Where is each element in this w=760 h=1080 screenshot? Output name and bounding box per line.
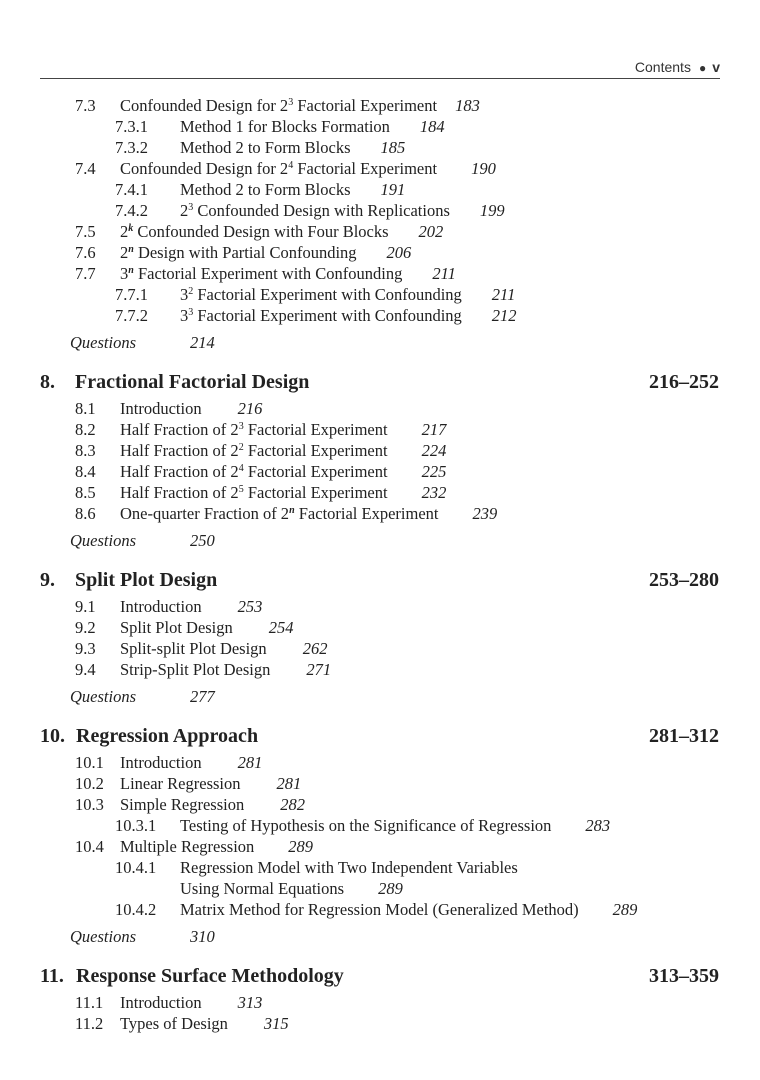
entry-title: Linear Regression 281	[120, 774, 302, 793]
chapter-page-range: 253–280	[649, 569, 719, 591]
questions-label: Questions	[70, 531, 136, 550]
entry-number: 10.3	[75, 795, 104, 814]
entry-title: Types of Design 315	[120, 1014, 289, 1033]
entry-title: $3^2$ Factorial Experiment with Confounding 211	[180, 285, 516, 304]
chapter-number: 10.	[40, 725, 65, 747]
entry-number: 7.3.1	[115, 117, 148, 136]
toc-entry-7-6[interactable]	[0, 242, 760, 263]
chapter-page-range: 281–312	[649, 725, 719, 747]
entry-page: 283	[585, 816, 611, 835]
toc-entry-11-1[interactable]	[0, 992, 760, 1013]
chapter-title: Split Plot Design	[75, 569, 218, 591]
entry-number: 10.4.2	[115, 900, 157, 919]
entry-page: 313	[237, 993, 263, 1012]
entry-number: 7.4	[75, 159, 96, 178]
entry-number: 10.3.1	[115, 816, 157, 835]
toc-entry-9-3[interactable]	[0, 638, 760, 659]
entry-number: 10.4	[75, 837, 104, 856]
entry-title: Introduction 281	[120, 753, 263, 772]
entry-title: Testing of Hypothesis on the Significance of Regression 283	[180, 816, 611, 835]
entry-number: 7.6	[75, 243, 96, 262]
questions-entry-9[interactable]	[0, 686, 760, 707]
entry-page: 211	[432, 264, 456, 283]
entry-page: 224	[421, 441, 447, 460]
entry-title: Method 1 for Blocks Formation 184	[180, 117, 445, 136]
entry-page: 281	[237, 753, 263, 772]
entry-number: 8.2	[75, 420, 96, 439]
questions-label: Questions	[70, 927, 136, 946]
questions-entry-8[interactable]	[0, 530, 760, 551]
header-section: Contents	[634, 59, 691, 75]
entry-title: Half Fraction of $2^5$ Factorial Experiment 232	[120, 483, 447, 502]
chapter-8-heading[interactable]	[0, 369, 760, 395]
entry-title: Half Fraction of $2^4$ Factorial Experiment 225	[120, 462, 447, 481]
entry-number: 7.3	[75, 96, 96, 115]
entry-title: Method 2 to Form Blocks 185	[180, 138, 406, 157]
entry-page: 282	[280, 795, 305, 814]
toc-entry-7-7[interactable]	[0, 263, 760, 284]
chapter-title: Fractional Factorial Design	[75, 371, 310, 393]
entry-number: 9.2	[75, 618, 96, 637]
entry-title: Confounded Design for $2^3$ Factorial Experiment 183	[120, 96, 480, 115]
entry-page: 281	[276, 774, 302, 793]
entry-number: 10.1	[75, 753, 104, 772]
toc-entry-10-1[interactable]	[0, 752, 760, 773]
toc-entry-9-2[interactable]	[0, 617, 760, 638]
toc-entry-7-4-2[interactable]	[0, 200, 760, 221]
toc-entry-10-4[interactable]	[0, 836, 760, 857]
toc-entry-8-2[interactable]	[0, 419, 760, 440]
toc-entry-8-5[interactable]	[0, 482, 760, 503]
entry-page: 289	[288, 837, 314, 856]
entry-number: 9.4	[75, 660, 96, 679]
entry-title: Multiple Regression 289	[120, 837, 314, 856]
entry-title: Half Fraction of $2^3$ Factorial Experiment 217	[120, 420, 447, 439]
toc-entry-7-3[interactable]	[0, 95, 760, 116]
entry-title: Method 2 to Form Blocks 191	[180, 180, 406, 199]
toc-entry-8-3[interactable]	[0, 440, 760, 461]
entry-title: Half Fraction of $2^2$ Factorial Experiment 224	[120, 441, 447, 460]
entry-number: 7.7.1	[115, 285, 148, 304]
entry-title: Introduction 216	[120, 399, 263, 418]
questions-page: 250	[190, 531, 215, 550]
entry-page: 212	[491, 306, 517, 325]
entry-number: 9.3	[75, 639, 96, 658]
entry-number: 7.4.2	[115, 201, 148, 220]
toc-entry-10-2[interactable]	[0, 773, 760, 794]
entry-page: 253	[237, 597, 263, 616]
entry-page: 211	[491, 285, 516, 304]
running-header	[40, 58, 720, 79]
chapter-page-range: 216–252	[649, 371, 719, 393]
entry-page: 239	[472, 504, 498, 523]
toc-entry-8-4[interactable]	[0, 461, 760, 482]
toc-entry-7-5[interactable]	[0, 221, 760, 242]
entry-title: Regression Model with Two Independent Variables	[180, 858, 518, 877]
entry-number: 8.4	[75, 462, 96, 481]
entry-page: 202	[418, 222, 444, 241]
entry-number: 8.1	[75, 399, 96, 418]
entry-number: 7.7	[75, 264, 96, 283]
entry-title: Strip-Split Plot Design 271	[120, 660, 332, 679]
entry-number: 8.5	[75, 483, 96, 502]
entry-page: 199	[479, 201, 505, 220]
entry-page: 184	[419, 117, 445, 136]
entry-title: Introduction 313	[120, 993, 263, 1012]
questions-page: 277	[190, 687, 215, 706]
entry-title: $3^3$ Factorial Experiment with Confounding 212	[180, 306, 517, 325]
chapter-11-heading[interactable]	[0, 963, 760, 989]
questions-label: Questions	[70, 333, 136, 352]
header-page-number: v	[712, 59, 720, 75]
questions-page: 310	[190, 927, 215, 946]
entry-page: 225	[421, 462, 447, 481]
entry-page: 289	[378, 879, 403, 898]
entry-page: 217	[421, 420, 447, 439]
entry-page: 190	[471, 159, 496, 178]
entry-page: 271	[306, 660, 332, 679]
entry-page: 185	[380, 138, 406, 157]
entry-page: 254	[268, 618, 294, 637]
entry-number: 11.2	[75, 1014, 104, 1033]
entry-page: 262	[302, 639, 328, 658]
toc-entry-7-3-1[interactable]	[0, 116, 760, 137]
entry-title-continued: Using Normal Equations 289	[180, 879, 403, 898]
questions-entry-7[interactable]	[0, 332, 760, 353]
entry-title: Simple Regression 282	[120, 795, 305, 814]
toc-entry-10-3[interactable]	[0, 794, 760, 815]
toc-entry-10-4-1[interactable]	[0, 857, 760, 878]
toc-entry-9-1[interactable]	[0, 596, 760, 617]
toc-entry-10-3-1[interactable]	[0, 815, 760, 836]
questions-label: Questions	[70, 687, 136, 706]
entry-title: 2$^k$ Confounded Design with Four Blocks 202	[120, 222, 444, 241]
chapter-number: 8.	[40, 371, 55, 393]
toc-entry-8-1[interactable]	[0, 398, 760, 419]
entry-number: 9.1	[75, 597, 96, 616]
toc-entry-9-4[interactable]	[0, 659, 760, 680]
entry-number: 10.4.1	[115, 858, 157, 877]
header-text	[635, 59, 720, 75]
entry-title: 2$^n$ Design with Partial Confounding 206	[120, 243, 412, 262]
toc-entry-8-6[interactable]	[0, 503, 760, 524]
entry-number: 7.3.2	[115, 138, 148, 157]
entry-title: $2^3$ Confounded Design with Replications 199	[180, 201, 505, 220]
entry-title: Confounded Design for $2^4$ Factorial Experiment 190	[120, 159, 496, 178]
toc-entry-7-7-1[interactable]	[0, 284, 760, 305]
entry-number: 8.6	[75, 504, 96, 523]
chapter-9-heading[interactable]	[0, 567, 760, 593]
entry-page: 216	[237, 399, 263, 418]
entry-number: 7.7.2	[115, 306, 148, 325]
entry-title: 3$^n$ Factorial Experiment with Confounding 211	[120, 264, 456, 283]
questions-page: 214	[190, 333, 215, 352]
entry-page: 232	[421, 483, 447, 502]
toc-entry-10-4-2[interactable]	[0, 899, 760, 920]
chapter-number: 11.	[40, 965, 64, 987]
chapter-title: Response Surface Methodology	[76, 965, 344, 987]
entry-title: One-quarter Fraction of 2$^n$ Factorial Experiment 239	[120, 504, 498, 523]
entry-number: 8.3	[75, 441, 96, 460]
entry-title: Split Plot Design 254	[120, 618, 294, 637]
questions-entry-10[interactable]	[0, 926, 760, 947]
entry-title: Matrix Method for Regression Model (Generalized Method) 289	[180, 900, 638, 919]
toc-entry-7-7-2[interactable]	[0, 305, 760, 326]
toc-entry-10-4-1-continued[interactable]	[0, 878, 760, 899]
entry-number: 7.4.1	[115, 180, 148, 199]
entry-number: 11.1	[75, 993, 104, 1012]
toc-entry-7-4-1[interactable]	[0, 179, 760, 200]
toc-entry-7-3-2[interactable]	[0, 137, 760, 158]
chapter-title: Regression Approach	[76, 725, 259, 747]
toc-entry-7-4[interactable]	[0, 158, 760, 179]
entry-title: Split-split Plot Design 262	[120, 639, 328, 658]
entry-page: 289	[612, 900, 638, 919]
entry-title: Introduction 253	[120, 597, 263, 616]
chapter-number: 9.	[40, 569, 55, 591]
entry-page: 191	[380, 180, 406, 199]
bullet-icon: ●	[698, 61, 707, 75]
toc-entry-11-2[interactable]	[0, 1013, 760, 1034]
chapter-10-heading[interactable]	[0, 723, 760, 749]
entry-page: 206	[386, 243, 412, 262]
entry-number: 10.2	[75, 774, 104, 793]
entry-number: 7.5	[75, 222, 96, 241]
entry-page: 183	[455, 96, 480, 115]
entry-page: 315	[263, 1014, 289, 1033]
chapter-page-range: 313–359	[649, 965, 719, 987]
